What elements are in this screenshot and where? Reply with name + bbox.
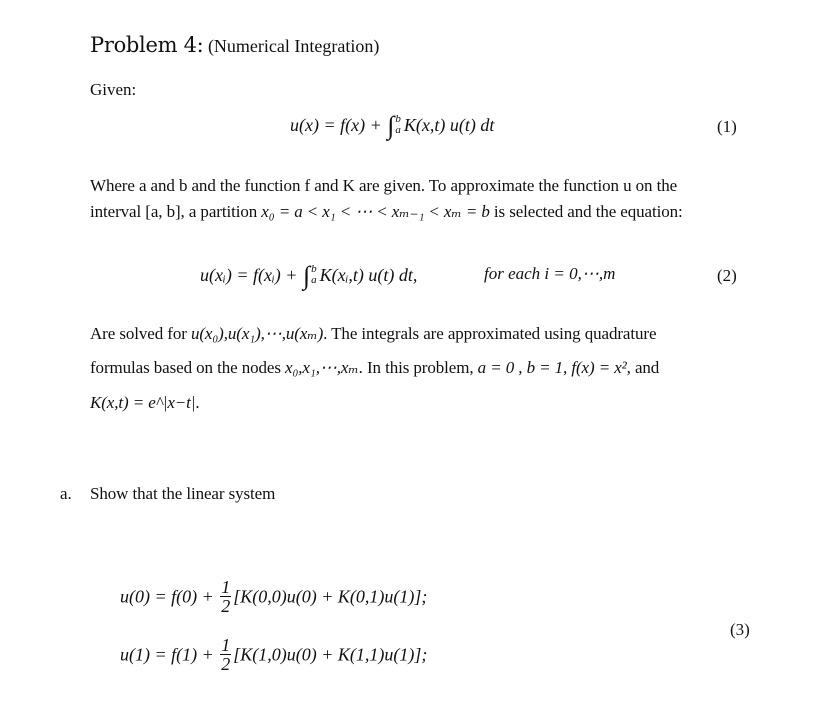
equation-3-row-2-rhs: [K(1,0)u(0) + K(1,1)u(1)]; (233, 644, 428, 665)
paragraph-1-line-2 (90, 202, 683, 222)
equation-3-row-2-lhs: u(1) = f(1) + (120, 644, 219, 665)
equation-2-lhs: u(xᵢ) = f(xᵢ) + (200, 265, 302, 285)
paragraph-1-line-1: Where a and b and the function f and K are given. To approximate the function u on the (90, 176, 678, 195)
paragraph-2-line-3 (90, 393, 200, 413)
problem-title (90, 32, 379, 58)
equation-2-number: (2) (717, 266, 737, 285)
integral-sign: ∫ (302, 261, 311, 290)
nodes-expression: x₀,x₁,⋯,xₘ (285, 358, 359, 377)
integral-limits (311, 264, 317, 286)
paragraph-2-line-1-start: Are solved for (90, 324, 191, 343)
fraction-denominator: 2 (221, 596, 231, 616)
paragraph-2-line-2 (90, 358, 659, 378)
equation-2-condition: for each i = 0,⋯,m (484, 264, 616, 283)
equation-3-row-2 (120, 635, 428, 675)
part-a-text: Show that the linear system (90, 484, 276, 503)
problem-title-subtitle: (Numerical Integration) (203, 36, 380, 56)
equation-1 (290, 108, 494, 138)
equation-1-lhs: u(x) = f(x) + (290, 115, 387, 135)
equation-3-row-1 (120, 577, 428, 617)
given-label: Given: (90, 80, 137, 99)
kernel-expression: K(x,t) = e^|x−t| (90, 393, 196, 412)
equation-3-number: (3) (730, 620, 750, 639)
integral-upper-limit: b (311, 262, 317, 275)
integral-sign: ∫ (387, 111, 395, 140)
equation-1-rhs: K(x,t) u(t) dt (403, 115, 495, 135)
paragraph-2-line-1 (90, 324, 656, 344)
half-fraction (220, 578, 231, 615)
paragraph-2-line-1-end: . The integrals are approximated using quadrature (323, 324, 657, 343)
part-a-label: a. (60, 484, 72, 503)
paragraph-2-line-2-end: , and (626, 358, 660, 377)
equation-3-row-1-rhs: [K(0,0)u(0) + K(0,1)u(1)]; (233, 586, 428, 607)
equation-1-number: (1) (717, 117, 737, 136)
integral-limits (395, 114, 401, 136)
integral-lower-limit: a (395, 123, 401, 136)
integral-lower-limit: a (311, 273, 317, 286)
problem-title-main: Problem 4 (90, 33, 197, 57)
partition-expression: x₀ = a < x₁ < ⋯ < xₘ₋₁ < xₘ = b (261, 202, 490, 221)
half-fraction (220, 636, 231, 673)
paragraph-2-line-3-end: . (195, 393, 200, 412)
unknowns-expression: u(x₀),u(x₁),⋯,u(xₘ) (190, 324, 324, 343)
equation-2-rhs: K(xᵢ,t) u(t) dt, (319, 265, 418, 285)
equation-3-row-1-lhs: u(0) = f(0) + (120, 586, 219, 607)
paragraph-1-line-2-end: is selected and the equation: (489, 202, 683, 221)
equation-2 (200, 258, 417, 288)
paragraph-2-line-2-start: formulas based on the nodes (90, 358, 286, 377)
problem-parameters: a = 0 , b = 1, f(x) = x² (477, 358, 627, 377)
fraction-denominator: 2 (221, 654, 231, 674)
integral-upper-limit: b (395, 112, 401, 125)
fraction-numerator: 1 (221, 577, 231, 597)
fraction-numerator: 1 (221, 635, 231, 655)
paragraph-2-line-2-mid: . In this problem, (358, 358, 478, 377)
paragraph-1-line-2-start: interval [a, b], a partition (90, 202, 262, 221)
problem-title-colon: : (196, 33, 204, 57)
